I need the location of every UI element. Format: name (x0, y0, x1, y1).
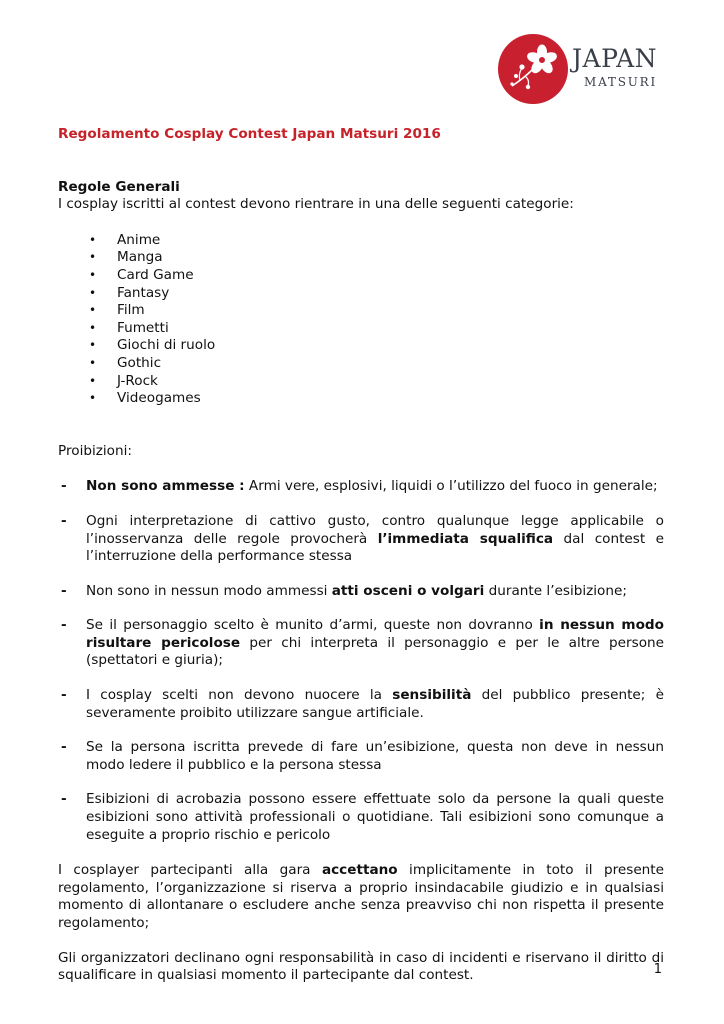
bullet-icon: • (89, 250, 97, 265)
bullet-icon: • (89, 285, 97, 300)
disclaimer-paragraph: Gli organizzatori declinano ogni responsabilità in caso di incidenti e riservano il diritto di squalificare in qualsiasi momento il partecipante dal contest. (58, 949, 664, 984)
bullet-icon: • (89, 373, 97, 388)
document-body (58, 126, 664, 985)
bullet-icon: • (89, 267, 97, 282)
list-item: • Giochi di ruolo (89, 337, 216, 354)
prohibitions-label: Proibizioni: (58, 442, 132, 459)
acceptance-paragraph: I cosplayer partecipanti alla gara accettano implicitamente in toto il presente regolamento, l’organizzazione si riserva a proprio insindacabile giudizio e in qualsiasi momento di allontanare o escludere anche senza preavviso chi non rispetta il presente regolamento; (58, 862, 664, 931)
list-item: • Card Game (89, 266, 194, 283)
dash-icon: - (61, 791, 67, 808)
list-item: • J-Rock (89, 372, 158, 389)
list-item: • Manga (89, 249, 163, 266)
categories-list (58, 232, 664, 408)
sakura-logo-icon (498, 34, 568, 104)
dash-icon: - (61, 582, 67, 599)
logo-text-matsuri: MATSURI (584, 75, 658, 89)
list-item: - Non sono ammesse : Armi vere, esplosivi, liquidi o l’utilizzo del fuoco in generale; (61, 478, 658, 495)
japan-matsuri-logo (498, 34, 658, 106)
list-item: - Esibizioni di acrobazia possono essere effettuate solo da persone la quali queste esibizioni sono attività professionali o quotidiane. Tali esibizioni sono comunque a eseguite a proprio rischio e pericolo (61, 791, 664, 843)
bullet-icon: • (89, 232, 97, 247)
section-heading-general: Regole Generali (58, 178, 180, 195)
list-item: • Fantasy (89, 284, 170, 301)
list-item: • Videogames (89, 390, 201, 407)
dash-icon: - (61, 512, 67, 529)
prohibitions-list (58, 478, 664, 844)
categories-intro: I cosplay iscritti al contest devono rientrare in una delle seguenti categorie: (58, 196, 574, 213)
list-item: - Se la persona iscritta prevede di fare un’esibizione, questa non deve in nessun modo ledere il pubblico e la persona stessa (61, 739, 664, 773)
dash-icon: - (61, 687, 67, 704)
page-number: 1 (653, 962, 662, 977)
list-item: - Se il personaggio scelto è munito d’armi, queste non dovranno in nessun modo risultare pericolose per chi interpreta il personaggio e per le altre persone (spettatori e giuria); (61, 617, 664, 669)
bullet-icon: • (89, 391, 97, 406)
dash-icon: - (61, 739, 67, 756)
bullet-icon: • (89, 320, 97, 335)
list-item: • Fumetti (89, 319, 169, 336)
list-item: - Non sono in nessun modo ammessi atti osceni o volgari durante l’esibizione; (61, 582, 627, 599)
list-item: • Film (89, 302, 145, 319)
dash-icon: - (61, 617, 67, 634)
logo-text-japan: JAPAN (572, 44, 658, 73)
document-title: Regolamento Cosplay Contest Japan Matsuri 2016 (58, 126, 441, 142)
bullet-icon: • (89, 338, 97, 353)
bullet-icon: • (89, 355, 97, 370)
list-item: - Ogni interpretazione di cattivo gusto, contro qualunque legge applicabile o l’inosservanza delle regole provocherà l’immediata squalifica dal contest e l’interruzione della performance stessa (61, 512, 664, 565)
list-item: • Gothic (89, 354, 162, 371)
list-item: • Anime (89, 231, 161, 248)
dash-icon: - (61, 478, 67, 495)
list-item: - I cosplay scelti non devono nuocere la sensibilità del pubblico presente; è severamente proibito utilizzare sangue artificiale. (61, 687, 664, 721)
bullet-icon: • (89, 303, 97, 318)
